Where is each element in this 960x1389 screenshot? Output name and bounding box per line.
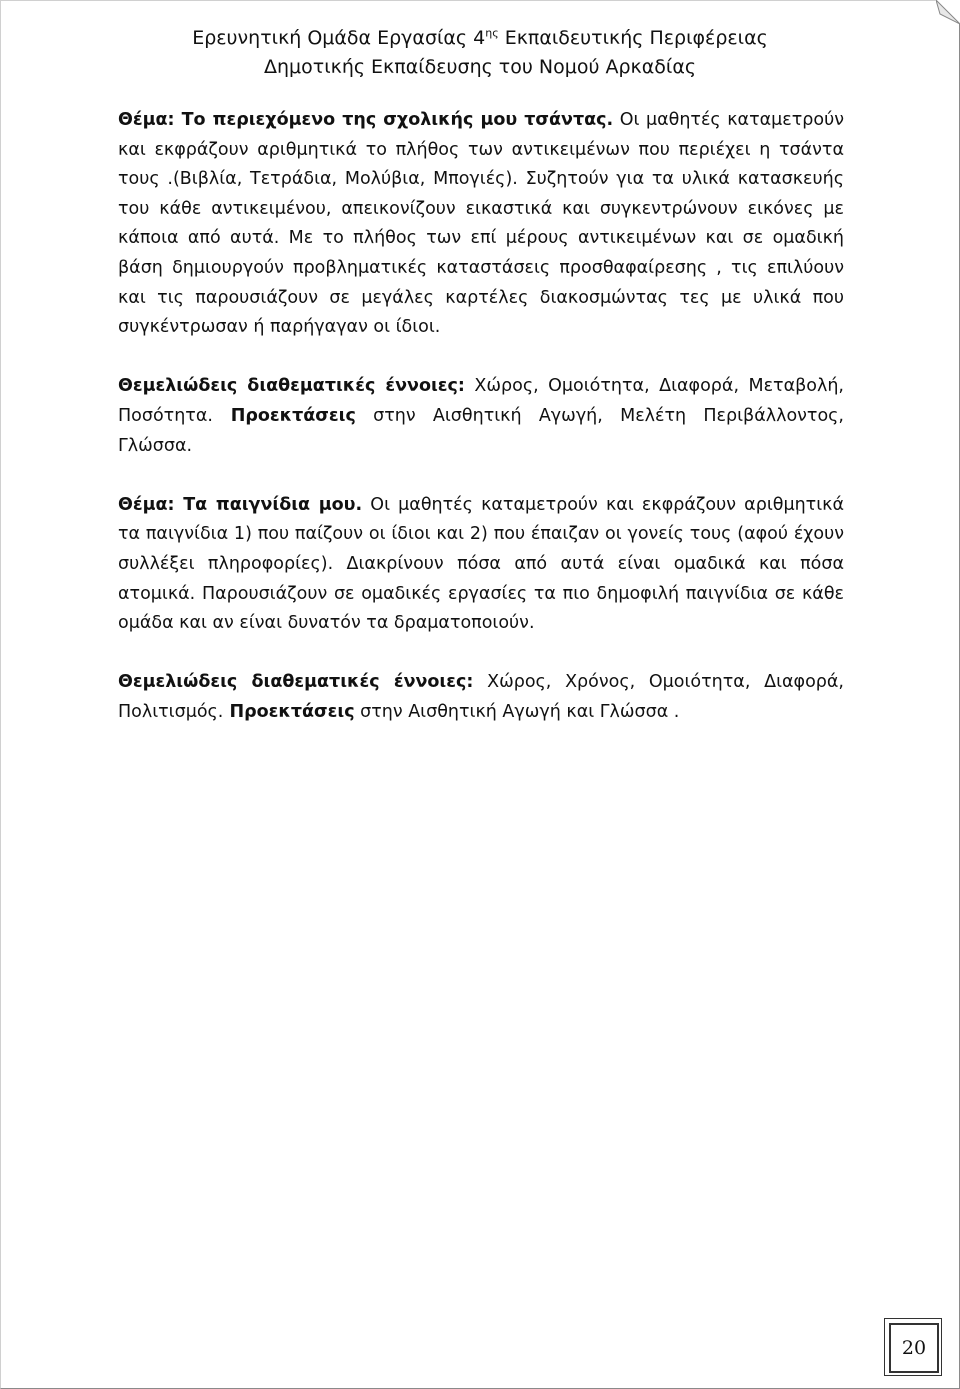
concepts-text-2: Χώρος, Χρόνος, Ομοιότητα, Διαφορά, Πολιτισμός. (118, 672, 844, 722)
header-line-2: Δημοτικής Εκπαίδευσης του Νομού Αρκαδίας (264, 56, 696, 78)
topic-label-2: Θέμα: Τα παιγνίδια μου. (118, 494, 363, 515)
concepts-label-2: Θεμελιώδεις διαθεματικές έννοιες: (118, 672, 474, 693)
header-line-1-superscript: ης (485, 26, 499, 40)
concepts-paragraph-2 (118, 668, 844, 727)
extensions-text-2: στην Αισθητική Αγωγή και Γλώσσα . (354, 701, 680, 722)
header-line-1-text: Ερευνητική Ομάδα Εργασίας 4 (192, 27, 486, 49)
concepts-label-1: Θεμελιώδεις διαθεματικές έννοιες: (118, 376, 465, 397)
extensions-text-1: στην Αισθητική Αγωγή, Μελέτη Περιβάλλοντος, Γλώσσα. (118, 405, 844, 456)
topic-paragraph-2 (118, 491, 844, 639)
page-body (118, 106, 844, 727)
page-number-box (884, 1318, 942, 1376)
concepts-paragraph-1 (118, 372, 844, 461)
topic-text-1: Οι μαθητές καταμετρούν και εκφράζουν αριθμητικά το πλήθος των αντικειμένων που περιέχει η τσάντα τους .(Βιβλία, Τετράδια, Μολύβια, Μπογιές). Συζητούν για τα υλικά κατασκευής του κάθε αντικειμένου, απεικονίζουν εικαστικά και συγκεντρώνουν εικόνες με κάποια από αυτά. Με το πλήθος των επί μέρους αντικειμένων και σε ομαδική βάση δημιουργούν προβληματικές καταστάσεις προσθαφαίρεσης , τις επιλύουν και τις παρουσιάζουν σε μεγάλες καρτέλες διακοσμώντας τες με υλικά που συγκέντρωσαν ή παρήγαγαν οι ίδιοι. (118, 110, 844, 338)
topic-paragraph-1 (118, 106, 844, 343)
header-line-1-text-end: Εκπαιδευτικής Περιφέρειας (498, 27, 768, 49)
page-number: 20 (901, 1337, 927, 1359)
document-header (0, 24, 960, 82)
topic-text-2: Οι μαθητές καταμετρούν και εκφράζουν αριθμητικά τα παιγνίδια 1) που παίζουν οι ίδιοι και 2) που έπαιζαν οι γονείς τους (αφού έχουν συλλέξει πληροφορίες). Διακρίνουν πόσα από αυτά είναι ομαδικά και πόσα ατομικά. Παρουσιάζουν σε ομαδικές εργασίες τα πιο δημοφιλή παιγνίδια σε κάθε ομάδα και αν είναι δυνατόν τα δραματοποιούν. (118, 494, 844, 634)
topic-label-1: Θέμα: Το περιεχόμενο της σχολικής μου τσάντας. (118, 110, 614, 130)
page-corner-fold-icon (936, 0, 960, 24)
header-line-1 (0, 24, 960, 53)
extensions-label-2: Προεκτάσεις (223, 701, 355, 722)
extensions-label-1: Προεκτάσεις (212, 405, 356, 426)
concepts-text-1: Χώρος, Ομοιότητα, Διαφορά, Μεταβολή, Ποσότητα. (118, 376, 844, 426)
